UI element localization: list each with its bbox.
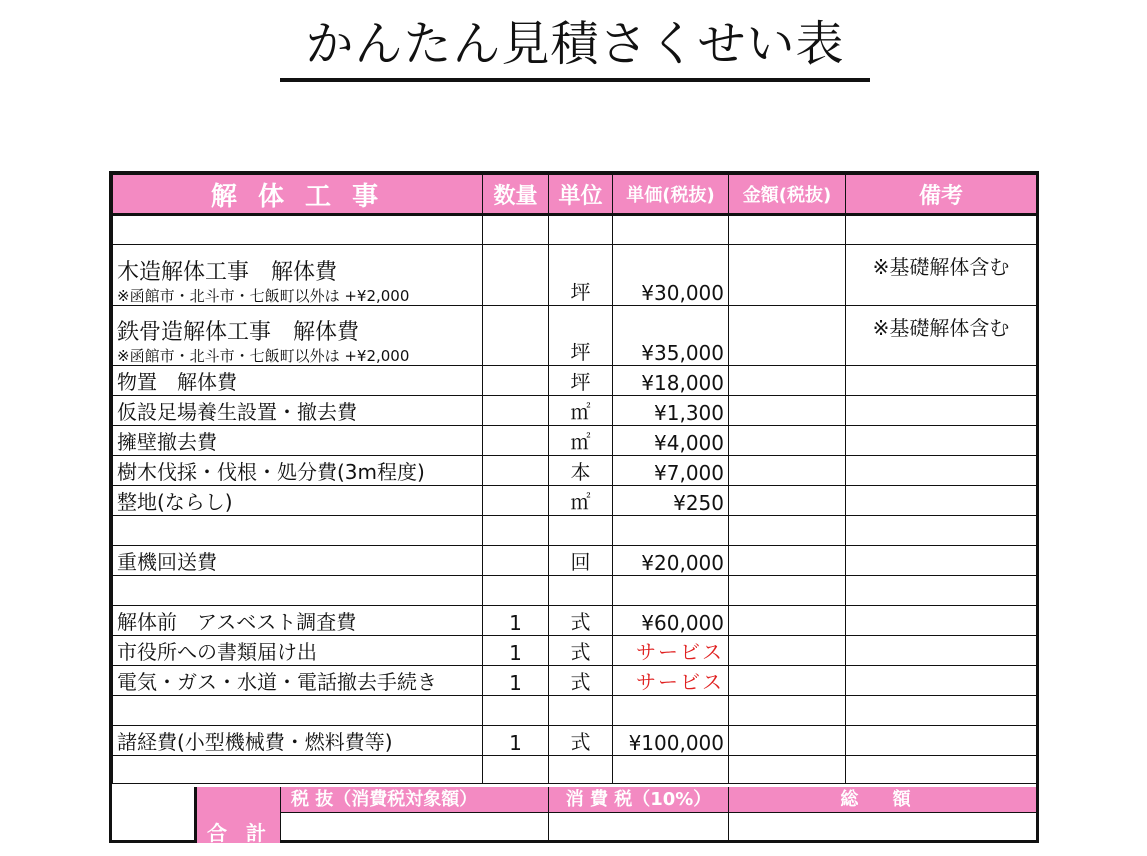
item-label: 整地(ならし) [117, 490, 233, 514]
summary-blank-cell [112, 787, 197, 843]
unit-cell: 式 [549, 606, 613, 636]
qty-cell [483, 576, 549, 606]
tax-header: 消 費 税（10%） [549, 787, 729, 812]
item-cell [113, 636, 483, 666]
amount-cell[interactable] [729, 486, 846, 516]
page-title: かんたん見積さくせい表 [305, 16, 845, 72]
unit-price-cell: ¥1,300 [613, 396, 729, 426]
unit-price-cell: ¥60,000 [613, 606, 729, 636]
grand-total-value-cell[interactable] [729, 812, 1036, 843]
note-cell [846, 396, 1037, 426]
unit-cell: 式 [549, 726, 613, 756]
table-row [113, 215, 1037, 245]
qty-cell: 1 [483, 636, 549, 666]
table-row [113, 245, 1037, 306]
note-cell: ※基礎解体含む [846, 306, 1037, 366]
amount-cell[interactable] [729, 516, 846, 546]
qty-cell [483, 516, 549, 546]
table-row [113, 516, 1037, 546]
unit-cell [549, 215, 613, 245]
qty-cell [483, 215, 549, 245]
amount-cell[interactable] [729, 696, 846, 726]
item-cell [113, 486, 483, 516]
amount-cell[interactable] [729, 456, 846, 486]
note-cell [846, 576, 1037, 606]
unit-price-cell: ¥18,000 [613, 366, 729, 396]
item-cell [113, 366, 483, 396]
note-cell [846, 366, 1037, 396]
estimate-sheet [109, 171, 1039, 843]
item-sub-label: ※函館市・北斗市・七飯町以外は +¥2,000 [117, 287, 410, 305]
amount-cell[interactable] [729, 396, 846, 426]
qty-cell [483, 756, 549, 784]
table-row [113, 366, 1037, 396]
amount-cell[interactable] [729, 546, 846, 576]
unit-price-cell [613, 576, 729, 606]
unit-cell: ㎡ [549, 486, 613, 516]
amount-cell[interactable] [729, 636, 846, 666]
item-cell [113, 456, 483, 486]
unit-price-cell: ¥4,000 [613, 426, 729, 456]
item-label: 樹木伐採・伐根・処分費(3m程度) [117, 460, 425, 484]
unit-cell: 式 [549, 636, 613, 666]
table-row [113, 606, 1037, 636]
amount-cell[interactable] [729, 426, 846, 456]
subtotal-value-cell[interactable] [281, 812, 549, 843]
unit-price-cell: ¥7,000 [613, 456, 729, 486]
item-label: 解体前 アスベスト調査費 [117, 610, 357, 634]
unit-cell: ㎡ [549, 426, 613, 456]
unit-price-cell: ¥250 [613, 486, 729, 516]
item-cell [113, 606, 483, 636]
item-label: 物置 解体費 [117, 370, 237, 394]
item-cell [113, 396, 483, 426]
amount-cell[interactable] [729, 576, 846, 606]
unit-price-cell [613, 756, 729, 784]
qty-cell: 1 [483, 726, 549, 756]
item-label: 諸経費(小型機械費・燃料費等) [117, 730, 393, 754]
qty-cell: 1 [483, 606, 549, 636]
item-cell [113, 426, 483, 456]
unit-price-cell: ¥30,000 [613, 245, 729, 306]
item-label: 木造解体工事 解体費 [117, 260, 338, 285]
unit-cell: 坪 [549, 306, 613, 366]
unit-cell [549, 516, 613, 546]
qty-cell [483, 396, 549, 426]
header-note: 備考 [846, 175, 1037, 215]
table-row [113, 636, 1037, 666]
item-cell [113, 726, 483, 756]
unit-price-cell [613, 516, 729, 546]
qty-cell [483, 426, 549, 456]
item-cell [113, 666, 483, 696]
note-cell [846, 516, 1037, 546]
amount-cell[interactable] [729, 366, 846, 396]
qty-cell [483, 486, 549, 516]
item-cell [113, 696, 483, 726]
item-label: 電気・ガス・水道・電話撤去手続き [117, 670, 437, 694]
item-cell [113, 546, 483, 576]
table-row [113, 726, 1037, 756]
table-row [113, 396, 1037, 426]
qty-cell [483, 456, 549, 486]
note-cell [846, 215, 1037, 245]
unit-price-cell: ¥100,000 [613, 726, 729, 756]
table-row [113, 546, 1037, 576]
item-cell [113, 756, 483, 784]
note-cell [846, 456, 1037, 486]
note-cell [846, 546, 1037, 576]
note-cell [846, 756, 1037, 784]
amount-cell[interactable] [729, 245, 846, 306]
unit-price-cell [613, 215, 729, 245]
table-row [113, 576, 1037, 606]
table-row [113, 426, 1037, 456]
unit-cell [549, 756, 613, 784]
table-row [113, 306, 1037, 366]
item-label: 擁壁撤去費 [117, 430, 217, 454]
header-unit: 単位 [549, 175, 613, 215]
header-work: 解 体 工 事 [113, 175, 483, 215]
item-cell [113, 215, 483, 245]
unit-cell [549, 576, 613, 606]
summary-total-label: 合 計 [197, 787, 281, 843]
unit-price-cell: ¥35,000 [613, 306, 729, 366]
qty-cell [483, 696, 549, 726]
qty-cell [483, 546, 549, 576]
subtotal-header: 税 抜（消費税対象額） [281, 787, 549, 812]
item-cell [113, 516, 483, 546]
amount-cell[interactable] [729, 726, 846, 756]
item-label: 市役所への書類届け出 [117, 640, 317, 664]
qty-cell [483, 306, 549, 366]
item-label: 鉄骨造解体工事 解体費 [117, 320, 360, 345]
table-header-row [113, 175, 1037, 215]
unit-cell: 回 [549, 546, 613, 576]
note-cell [846, 696, 1037, 726]
unit-cell: 坪 [549, 366, 613, 396]
item-sub-label: ※函館市・北斗市・七飯町以外は +¥2,000 [117, 347, 410, 365]
item-label: 仮設足場養生設置・撤去費 [117, 400, 357, 424]
header-amount: 金額(税抜) [729, 175, 846, 215]
amount-cell[interactable] [729, 215, 846, 245]
tax-value-cell[interactable] [549, 812, 729, 843]
unit-cell: 本 [549, 456, 613, 486]
unit-cell: 式 [549, 666, 613, 696]
table-row [113, 756, 1037, 784]
summary-footer [112, 787, 1036, 843]
table-row [113, 456, 1037, 486]
unit-cell [549, 696, 613, 726]
item-cell [113, 576, 483, 606]
amount-cell[interactable] [729, 306, 846, 366]
note-cell: ※基礎解体含む [846, 245, 1037, 306]
qty-cell: 1 [483, 666, 549, 696]
unit-price-cell: サービス [613, 666, 729, 696]
amount-cell[interactable] [729, 606, 846, 636]
header-price: 単価(税抜) [613, 175, 729, 215]
grand-total-header: 総 額 [729, 787, 1036, 812]
note-cell [846, 426, 1037, 456]
note-cell [846, 606, 1037, 636]
table-row [113, 696, 1037, 726]
table-row [113, 486, 1037, 516]
note-cell [846, 666, 1037, 696]
unit-cell: 坪 [549, 245, 613, 306]
estimate-table [112, 174, 1037, 784]
unit-price-cell [613, 696, 729, 726]
item-cell [113, 245, 483, 306]
note-cell [846, 726, 1037, 756]
title-underline [280, 78, 870, 82]
unit-cell: ㎡ [549, 396, 613, 426]
item-label: 重機回送費 [117, 550, 217, 574]
amount-cell[interactable] [729, 756, 846, 784]
qty-cell [483, 366, 549, 396]
header-qty: 数量 [483, 175, 549, 215]
note-cell [846, 636, 1037, 666]
amount-cell[interactable] [729, 666, 846, 696]
note-cell [846, 486, 1037, 516]
table-row [113, 666, 1037, 696]
item-cell [113, 306, 483, 366]
qty-cell [483, 245, 549, 306]
unit-price-cell: ¥20,000 [613, 546, 729, 576]
unit-price-cell: サービス [613, 636, 729, 666]
